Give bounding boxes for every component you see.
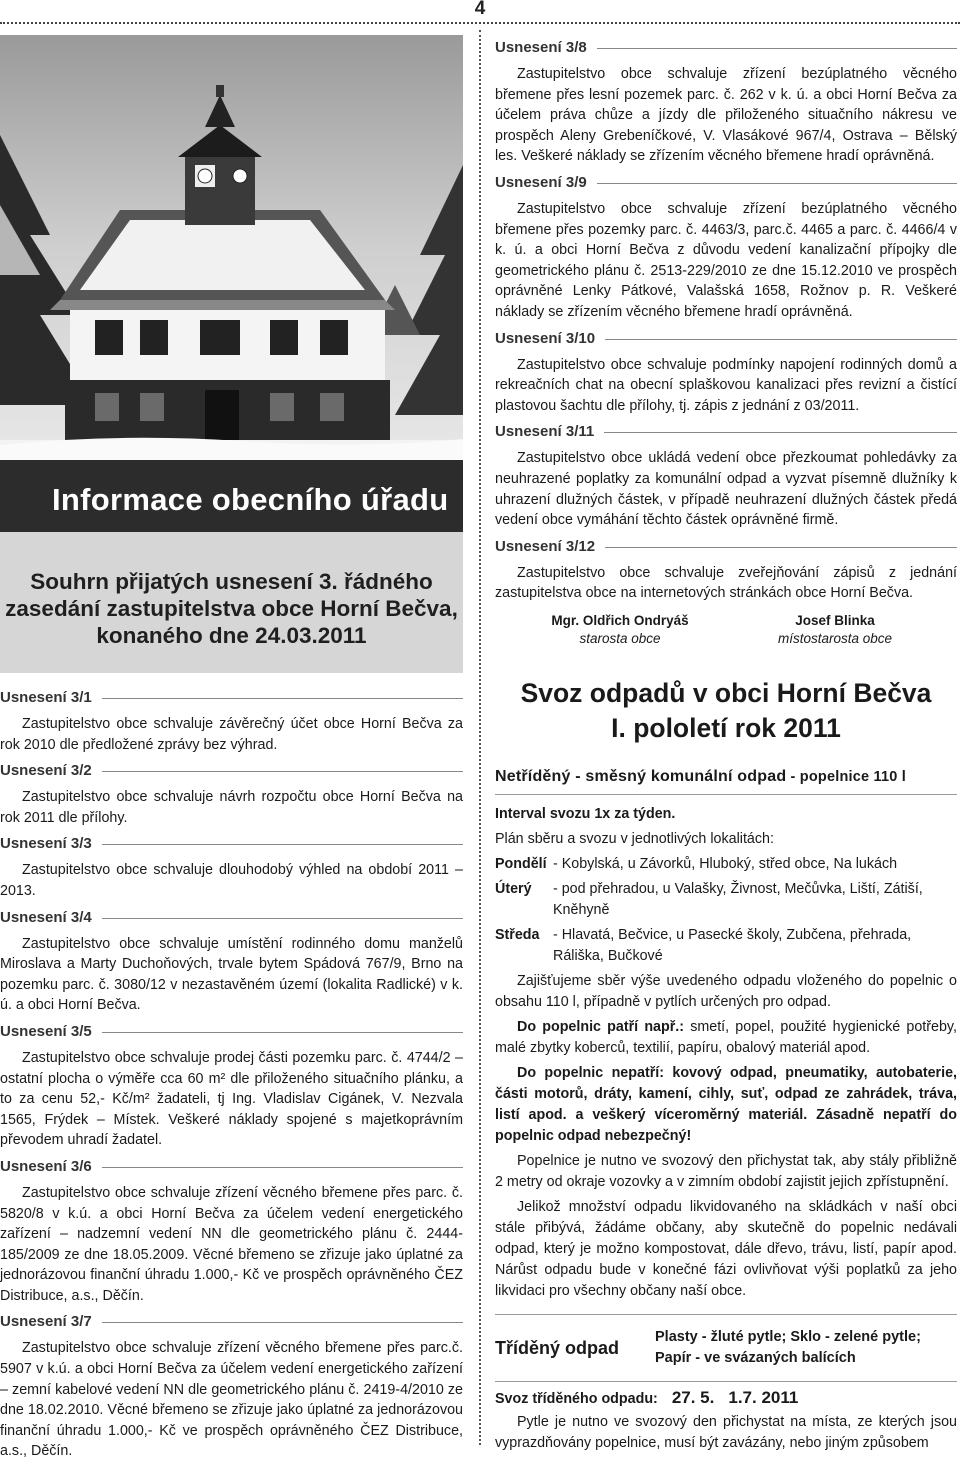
resolution-text: Zastupitelstvo obce schvaluje návrh rozpočtu obce Horní Bečva na rok 2011 dle přílohy. bbox=[0, 789, 463, 826]
schedule-day: Pondělí bbox=[495, 856, 547, 872]
paragraph-not-allowed: Do popelnic nepatří: kovový odpad, pneumatiky, autobaterie, části motorů, dráty, kamení, cihly, suť, odpad ze zahrádek, tráva, listí apod. a veškerý víceroměrný materiál. Zásadně nepatří do popelnic odpad nebezpečný! bbox=[495, 1065, 957, 1144]
resolution-text: Zastupitelstvo obce schvaluje podmínky napojení rodinných domů a rekreačních chat na obecní splaškovou kanalizaci přes revizní a čistící plastovou šachtu dle přílohy, tj. zápis z jednání z 03/2011. bbox=[495, 356, 957, 414]
schedule-places: - pod přehradou, u Valašky, Živnost, Mečůvka, Liští, Zátiší, Kněhyně bbox=[553, 881, 923, 918]
schedule-row bbox=[495, 879, 957, 921]
resolution-text: Zastupitelstvo obce schvaluje závěrečný účet obce Horní Bečva za rok 2010 dle předložené zprávy bez výhrad. bbox=[0, 716, 463, 753]
meeting-title-box bbox=[0, 532, 463, 673]
separator bbox=[495, 794, 957, 795]
resolution-heading: Usnesení 3/6 bbox=[0, 1157, 463, 1179]
resolution-heading: Usnesení 3/12 bbox=[495, 537, 957, 559]
signature-deputy bbox=[750, 612, 920, 648]
signature-name: Josef Blinka bbox=[795, 612, 875, 628]
page-number: 4 bbox=[474, 0, 486, 19]
resolution-text: Zastupitelstvo obce schvaluje zřízení věcného břemene přes parc.č. 5907 v k.ú. a obci Horní Bečva za účelem vedení energetického zařízení – zemní kabelové vedení NN dle geometrického plánu č. 2419-4/2010 ze dne 18.02.2010. Věcné břemeno se zřizuje jako úplatné za jednorázovou finanční úhradu 1.000,- Kč ve prospěch oprávněného ČEZ Distribuce, a.s., Děčín. bbox=[0, 1340, 463, 1460]
resolution-text: Zastupitelstvo obce schvaluje zřízení bezúplatného věcného břemene přes pozemky parc. č. 4463/3, parc.č. 4465 a parc. č. 4466/4 v k. ú. a obci Horní Bečva z důvodu vedení kanalizační přípojky dle geometrického plánu č. 2513-229/2010 ze dne 15.12.2010 ve prospěch oprávněné Lenky Pátkové, Valašská 1658, Rožnov p. R. Veškeré náklady se zřízením věcného břemene hradí oprávněná. bbox=[495, 200, 957, 320]
sorted-collection-dates: Svoz tříděného odpadu: 27. 5. 1.7. 2011 bbox=[495, 1388, 799, 1407]
separator bbox=[495, 1314, 957, 1315]
separator bbox=[495, 1381, 957, 1382]
waste-collection-section bbox=[495, 676, 957, 1454]
resolution-text: Zastupitelstvo obce schvaluje dlouhodobý výhled na období 2011 – 2013. bbox=[0, 862, 463, 899]
paragraph: Zajišťujeme sběr výše uvedeného odpadu vloženého do popelnic o obsahu 110 l, případně v pytlích určených pro odpad. bbox=[495, 973, 957, 1010]
signatures bbox=[495, 612, 957, 654]
resolution-heading: Usnesení 3/2 bbox=[0, 761, 463, 783]
schedule-day: Úterý bbox=[495, 881, 532, 897]
resolution-heading: Usnesení 3/1 bbox=[0, 688, 463, 710]
sorted-line-2: Papír - ve svázaných balících bbox=[655, 1350, 856, 1366]
section-banner: Informace obecního úřadu bbox=[0, 460, 463, 532]
paragraph: Pytle je nutno ve svozový den přichystat na místa, ze kterých jsou vyprazdňovány popelnice, musí být zavázány, nebo jiným způsobem bbox=[495, 1414, 957, 1451]
resolution-heading: Usnesení 3/8 bbox=[495, 38, 957, 60]
resolution-text: Zastupitelstvo obce schvaluje zřízení bezúplatného věcného břemene přes lesní pozemek parc. č. 262 v k. ú. a obci Horní Bečva za účelem práva chůze a jízdy dle přiloženého situačního nákresu ve prospěch Aleny Grebeníčkové, V. Vlasákové 967/4, Ostrava – Bělský les. Veškeré náklady se zřízením věcného břemene hradí oprávněná. bbox=[495, 66, 957, 165]
schedule-row bbox=[495, 854, 957, 875]
signature-name: Mgr. Oldřich Ondryáš bbox=[551, 612, 689, 628]
resolution-heading: Usnesení 3/10 bbox=[495, 329, 957, 351]
signature-role: místostarosta obce bbox=[777, 630, 893, 646]
signature-role: starosta obce bbox=[579, 630, 661, 646]
resolutions-left-column bbox=[0, 688, 463, 1468]
plan-intro: Plán sběru a svozu v jednotlivých lokalitách: bbox=[495, 831, 774, 847]
unsorted-waste-heading: Netříděný - směsný komunální odpad - popelnice 110 l bbox=[495, 768, 906, 785]
town-hall-photo bbox=[0, 35, 463, 460]
resolution-text: Zastupitelstvo obce schvaluje umístění rodinného domu manželů Miroslava a Marty Duchoňových, trvale bytem Spádová 767/9, Brno na pozemku parc. č. 3080/12 v nezastavěném území (lokalita Radlické) v k. ú. a obci Horní Bečva. bbox=[0, 935, 463, 1014]
sorted-waste-bags bbox=[655, 1327, 921, 1369]
resolution-text: Zastupitelstvo obce schvaluje zveřejňování zápisů z jednání zastupitelstva obce na internetových stránkách obce Horní Bečva. bbox=[495, 564, 957, 602]
resolution-heading: Usnesení 3/4 bbox=[0, 908, 463, 930]
sorted-waste-label: Tříděný odpad bbox=[495, 1337, 620, 1358]
resolution-heading: Usnesení 3/9 bbox=[495, 173, 957, 195]
resolution-heading: Usnesení 3/7 bbox=[0, 1312, 463, 1334]
resolution-text: Zastupitelstvo obce schvaluje prodej části pozemku parc. č. 4744/2 – ostatní plocha o výměře cca 60 m² dle přiloženého situačního plánku, a to za cenu 52,- Kč/m² žadateli, tj Ing. Vladislav Cigánek, V. Nezvala 1565, Frýdek – Místek. Veškeré náklady spojené s majetkoprávním převodem uhradí žadatel. bbox=[0, 1049, 463, 1149]
title-line-1: Souhrn přijatých usnesení 3. řádného bbox=[30, 569, 433, 594]
schedule-places: - Kobylská, u Závorků, Hluboký, střed obce, Na lukách bbox=[553, 856, 898, 872]
collection-interval: Interval svozu 1x za týden. bbox=[495, 806, 676, 822]
resolution-heading: Usnesení 3/5 bbox=[0, 1022, 463, 1044]
waste-title-line-2: I. pololetí rok 2011 bbox=[611, 713, 841, 743]
top-dotted-rule bbox=[0, 22, 960, 24]
column-divider bbox=[479, 30, 481, 1445]
schedule-row bbox=[495, 925, 957, 967]
date-1: 27. 5. bbox=[671, 1388, 715, 1407]
title-line-2: zasedání zastupitelstva obce Horní Bečva, bbox=[5, 596, 458, 621]
waste-title-line-1: Svoz odpadů v obci Horní Bečva bbox=[520, 678, 932, 708]
sorted-waste-row bbox=[495, 1327, 957, 1369]
paragraph: Jelikož množství odpadu likvidovaného na skládkách v naší obci stále přibývá, žádáme občany, aby skutečně do popelnic nedávali odpad, který je možno kompostovat, dále dřevo, trávu, listí, papír apod. Nárůst odpadu bude v konečné fázi ovlivňovat výši poplatků za jeho likvidaci pro všechny občany naší obce. bbox=[495, 1199, 957, 1299]
resolution-text: Zastupitelstvo obce schvaluje zřízení věcného břemene přes parc. č. 5820/8 v k.ú. a obci Horní Bečva za účelem vedení energetického zařízení – nadzemní vedení NN dle geometrického plánu č. 2444-185/2009 ze dne 18.05.2009. Věcné břemeno se zřizuje jako úplatné za jednorázovou finanční úhradu 1.000,- Kč ve prospěch oprávněného ČEZ Distribuce, a.s., Děčín. bbox=[0, 1184, 463, 1304]
resolution-heading: Usnesení 3/11 bbox=[495, 422, 957, 444]
schedule-places: - Hlavatá, Bečvice, u Pasecké školy, Zubčena, přehrada, Ráliška, Bučkové bbox=[553, 927, 912, 964]
resolutions-right-column bbox=[495, 38, 957, 654]
resolution-heading: Usnesení 3/3 bbox=[0, 834, 463, 856]
paragraph: Popelnice je nutno ve svozový den přichystat tak, aby stály přibližně 2 metry od okraje vozovky a v zimním období zajistit jejich zpřístupnění. bbox=[495, 1153, 957, 1190]
resolution-text: Zastupitelstvo obce ukládá vedení obce přezkoumat pohledávky za neuhrazené poplatky za komunální odpad a vyzvat písemně dlužníky k uhrazení dlužných částek, v případě neuhrazení dlužných částek předá vedení obce vymáhání těchto částek oprávněné firmě. bbox=[495, 450, 957, 529]
title-line-3: konaného dne 24.03.2011 bbox=[96, 623, 367, 648]
paragraph: Do popelnic patří např.: smetí, popel, použité hygienické potřeby, malé zbytky koberců, textilií, papíru, obalový materiál apod. bbox=[495, 1019, 957, 1056]
date-2: 1.7. 2011 bbox=[728, 1388, 799, 1407]
schedule-day: Středa bbox=[495, 927, 540, 943]
sorted-line-1: Plasty - žluté pytle; Sklo - zelené pytle; bbox=[655, 1329, 921, 1345]
signature-mayor bbox=[535, 612, 705, 648]
